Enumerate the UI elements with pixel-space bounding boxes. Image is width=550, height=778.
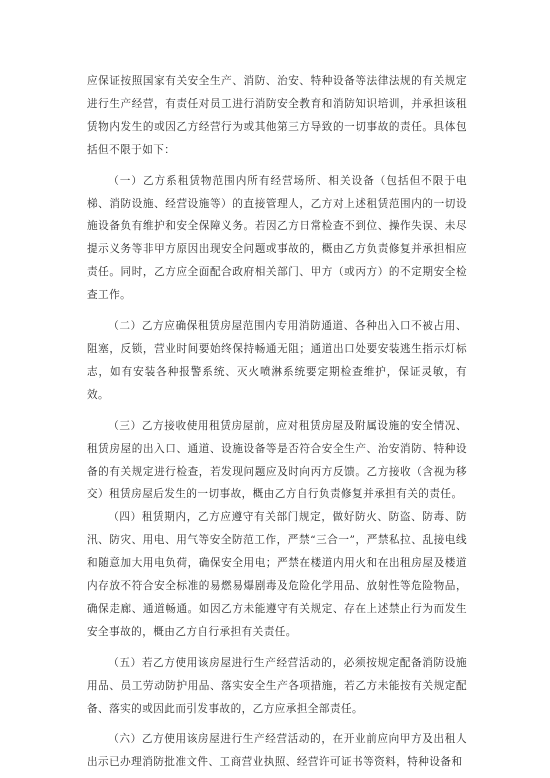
paragraph-clause-1: （一）乙方系租赁物范围内所有经营场所、相关设备（包括但不限于电梯、消防设施、经营设施等）的直接管理人，乙方对上述租赁范围内的一切设施设备负有维护和安全保障义务。若因乙方日常检查不到位、操作失误、未尽提示义务等非甲方原因出现安全问题或事故的，概由乙方负责修复并承担相应责任。同时，乙方应全面配合政府相关部门、甲方（或丙方）的不定期安全检查工作。 <box>87 174 467 302</box>
paragraph-intro: 应保证按照国家有关安全生产、消防、治安、特种设备等法律法规的有关规定进行生产经营，有责任对员工进行消防安全教育和消防知识培训，并承担该租赁物内发生的或因乙方经营行为或其他第三方导致的一切事故的责任。具体包括但不限于如下： <box>87 75 467 156</box>
paragraph-gap <box>87 720 467 728</box>
paragraph-gap <box>87 307 467 315</box>
paragraph-clause-5: （五）若乙方使用该房屋进行生产经营活动的，必须按规定配备消防设施用品、员工劳动防护用品、落实安全生产各项措施，若乙方未能按有关规定配备、落实的或因此而引发事故的，乙方应承担全部责任。 <box>87 656 467 715</box>
paragraph-gap <box>87 644 467 652</box>
paragraph-clause-4: （四）租赁期内，乙方应遵守有关部门规定，做好防火、防盗、防毒、防汛、防灾、用电、用气等安全防范工作，严禁“三合一”，严禁私拉、乱接电线和随意加大用电负荷，确保安全用电；严禁在楼道内用火和在出租房屋及楼道内存放不符合安全标准的易燃易爆剧毒及危险化学用品、放射性等危险物品，确保走廊、通道畅通。如因乙方未能遵守有关规定、存在上述禁止行为而发生安全事故的，概由乙方自行承担有关责任。 <box>87 511 467 638</box>
paragraph-clause-3: （三）乙方接收使用租赁房屋前，应对租赁房屋及附属设施的安全情况、租赁房屋的出入口、通道、设施设备等是否符合安全生产、治安消防、特种设备的有关规定进行检查，若发现问题应及时向丙方反馈。乙方接收（含视为移交）租赁房屋后发生的一切事故，概由乙方自行负责修复并承担有关的责任。 <box>87 419 467 501</box>
document-body <box>87 70 467 774</box>
paragraph-gap <box>87 407 467 415</box>
paragraph-gap <box>87 162 467 170</box>
paragraph-clause-2: （二）乙方应确保租赁房屋范围内专用消防通道、各种出入口不被占用、阻塞，反锁，营业时间要始终保持畅通无阻；通道出口处要安装逃生指示灯标志，如有安装各种报警系统、灭火喷淋系统要定期检查维护，保证灵敏，有效。 <box>87 320 467 401</box>
paragraph-clause-6: （六）乙方使用该房屋进行生产经营活动的，在开业前应向甲方及出租人出示已办理消防批准文件、工商营业执照、经营许可证书等资料，特种设备和 <box>87 733 467 769</box>
